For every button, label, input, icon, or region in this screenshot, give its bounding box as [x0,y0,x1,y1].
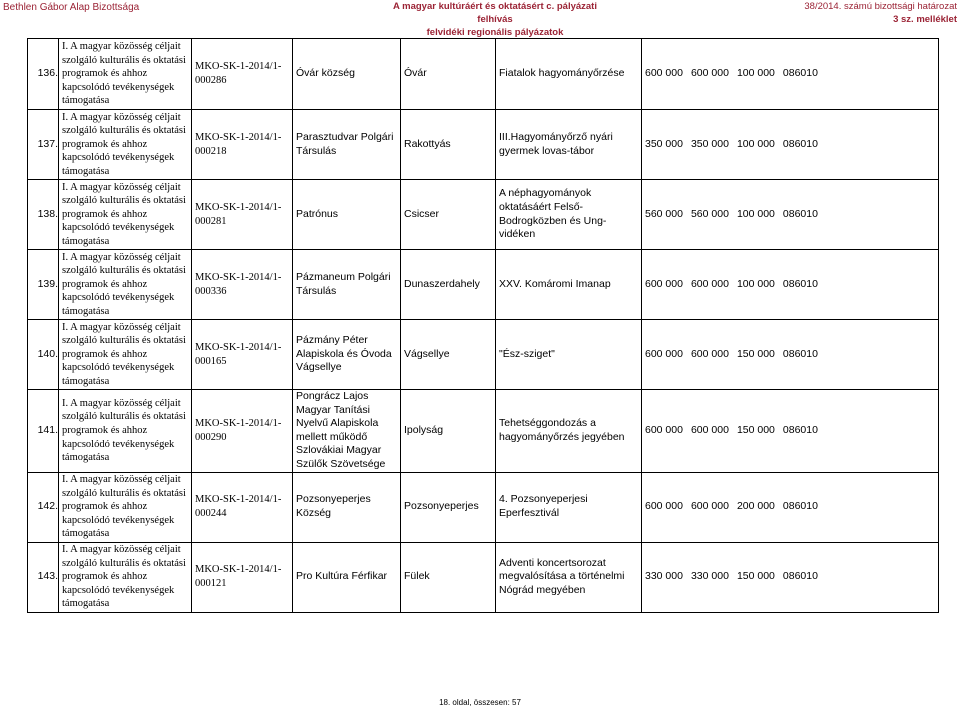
project-title: XXV. Komáromi Imanap [496,250,642,320]
row-number: 138. [28,180,59,250]
program-name [59,390,192,473]
application-code-line: MKO-SK-1-2014/1- [195,271,282,283]
program-name-line: szolgáló kulturális és oktatási [62,265,186,277]
requested-amount: 350 000 [645,137,683,150]
program-name [59,250,192,320]
program-name-line: kapcsolódó tevékenységek [62,152,175,164]
header-call-title-line2: felvidéki regionális pályázatok [426,27,564,38]
page-header [0,0,960,38]
applicant-name: Pozsonyeperjes Község [293,472,401,542]
amounts [642,110,939,180]
row-number: 143. [28,542,59,612]
application-code [192,250,293,320]
grant-table [27,38,939,613]
budget-code: 086010 [782,67,818,80]
application-code-line: 000286 [195,75,227,86]
program-name-line: kapcsolódó tevékenységek [62,362,175,374]
application-code-line: 000244 [195,508,227,520]
applicant-name: Patrónus [293,180,401,250]
project-title: III.Hagyományőrző nyári gyermek lovas-tábor [496,110,642,180]
row-number: 137. [28,110,59,180]
program-name-line: kapcsolódó tevékenységek [62,222,175,234]
program-name-line: I. A magyar közösség céljait [62,111,181,123]
location: Rakottyás [401,110,496,180]
header-organization: Bethlen Gábor Alap Bizottsága [3,2,140,13]
program-name-line: kapcsolódó tevékenységek [62,292,175,304]
location: Óvár [401,39,496,110]
budget-code: 086010 [782,570,818,583]
budget-code: 086010 [782,347,818,360]
program-name-line: támogatása [62,452,110,464]
header-call-title-line1: A magyar kultúráért és oktatásért c. pályázati felhívás [393,1,597,25]
table-row [28,110,939,180]
program-name-line: programok és ahhoz [62,138,148,150]
granted-amount: 100 000 [736,137,775,150]
eligible-amount: 600 000 [690,423,729,436]
granted-amount: 150 000 [736,570,775,583]
program-name-line: támogatása [62,305,110,317]
application-code-line: MKO-SK-1-2014/1- [195,131,282,143]
budget-code: 086010 [782,277,818,290]
application-code-line: 000218 [195,145,227,157]
program-name-line: I. A magyar közösség céljait [62,251,181,263]
budget-code: 086010 [782,207,818,220]
application-code-line: MKO-SK-1-2014/1- [195,564,282,576]
application-code-line: 000165 [195,355,227,367]
application-code [192,180,293,250]
program-name-line: kapcsolódó tevékenységek [62,514,175,526]
program-name-line: szolgáló kulturális és oktatási [62,125,186,137]
granted-amount: 150 000 [736,347,775,360]
eligible-amount: 600 000 [690,347,729,360]
application-code-line: 000281 [195,215,227,227]
table-row [28,320,939,390]
application-code [192,110,293,180]
application-code [192,390,293,473]
program-name-line: kapcsolódó tevékenységek [62,584,175,596]
program-name-line: programok és ahhoz [62,208,148,220]
table-row [28,250,939,320]
applicant-name: Pázmaneum Polgári Társulás [293,250,401,320]
applicant-name: Pro Kultúra Férfikar [293,542,401,612]
location: Pozsonyeperjes [401,472,496,542]
program-name-line: I. A magyar közösség céljait [62,321,181,333]
table-row [28,542,939,612]
program-name-line: programok és ahhoz [62,424,148,436]
application-code-line: MKO-SK-1-2014/1- [195,341,282,353]
program-name-line: I. A magyar közösség céljait [62,397,181,409]
program-name-line: I. A magyar közösség céljait [62,181,181,193]
amounts [642,472,939,542]
program-name-line: szolgáló kulturális és oktatási [62,487,186,499]
application-code [192,542,293,612]
program-name-line: I. A magyar közösség céljait [62,474,181,486]
application-code-line: MKO-SK-1-2014/1- [195,61,282,73]
amounts [642,180,939,250]
applicant-name: Parasztudvar Polgári Társulás [293,110,401,180]
program-name-line: kapcsolódó tevékenységek [62,81,175,93]
header-annex: 3 sz. melléklet [893,14,957,25]
program-name-line: támogatása [62,165,110,177]
location: Dunaszerdahely [401,250,496,320]
program-name-line: szolgáló kulturális és oktatási [62,557,186,569]
applicant-name: Óvár község [293,39,401,110]
program-name-line: programok és ahhoz [62,571,148,583]
budget-code: 086010 [782,423,818,436]
location: Fülek [401,542,496,612]
application-code-line: 000336 [195,285,227,297]
granted-amount: 100 000 [736,67,775,80]
eligible-amount: 330 000 [690,570,729,583]
requested-amount: 600 000 [645,423,683,436]
row-number: 141. [28,390,59,473]
requested-amount: 600 000 [645,277,683,290]
program-name-line: támogatása [62,235,110,247]
table-row [28,390,939,473]
page-footer: 18. oldal, összesen: 57 [439,698,521,707]
row-number: 140. [28,320,59,390]
program-name-line: támogatása [62,528,110,540]
program-name [59,180,192,250]
granted-amount: 200 000 [736,500,775,513]
granted-amount: 100 000 [736,207,775,220]
project-title: 4. Pozsonyeperjesi Eperfesztivál [496,472,642,542]
eligible-amount: 600 000 [690,67,729,80]
requested-amount: 600 000 [645,347,683,360]
eligible-amount: 600 000 [690,277,729,290]
project-title: "Ész-sziget" [496,320,642,390]
application-code [192,320,293,390]
project-title: Adventi koncertsorozat megvalósítása a történelmi Nógrád megyében [496,542,642,612]
budget-code: 086010 [782,137,818,150]
program-name-line: programok és ahhoz [62,68,148,80]
amounts [642,542,939,612]
amounts [642,39,939,110]
program-name-line: programok és ahhoz [62,348,148,360]
granted-amount: 150 000 [736,423,775,436]
program-name [59,542,192,612]
header-call-title [380,0,610,39]
program-name [59,110,192,180]
eligible-amount: 350 000 [690,137,729,150]
program-name [59,39,192,110]
row-number: 136. [28,39,59,110]
amounts [642,390,939,473]
header-resolution-line1: 38/2014. számú bizottsági határozat [804,1,957,12]
application-code-line: 000290 [195,431,227,443]
table-row [28,472,939,542]
requested-amount: 330 000 [645,570,683,583]
program-name [59,320,192,390]
program-name-line: szolgáló kulturális és oktatási [62,411,186,423]
applicant-name: Pongrácz Lajos Magyar Tanítási Nyelvű Alapiskola mellett működő Szlovákiai Magyar Szülők Szövetsége [293,390,401,473]
applicant-name: Pázmány Péter Alapiskola és Óvoda Vágsellye [293,320,401,390]
application-code-line: MKO-SK-1-2014/1- [195,201,282,213]
program-name-line: programok és ahhoz [62,501,148,513]
application-code-line: MKO-SK-1-2014/1- [195,494,282,506]
table-row [28,39,939,110]
budget-code: 086010 [782,500,818,513]
application-code [192,472,293,542]
eligible-amount: 560 000 [690,207,729,220]
program-name-line: szolgáló kulturális és oktatási [62,54,186,66]
eligible-amount: 600 000 [690,500,729,513]
location: Vágsellye [401,320,496,390]
location: Ipolyság [401,390,496,473]
requested-amount: 600 000 [645,67,683,80]
program-name-line: támogatása [62,375,110,387]
program-name [59,472,192,542]
requested-amount: 560 000 [645,207,683,220]
program-name-line: szolgáló kulturális és oktatási [62,195,186,207]
program-name-line: kapcsolódó tevékenységek [62,438,175,450]
application-code-line: MKO-SK-1-2014/1- [195,418,282,430]
application-code-line: 000121 [195,578,227,590]
program-name-line: támogatása [62,598,110,610]
table-row [28,180,939,250]
amounts [642,320,939,390]
program-name-line: I. A magyar közösség céljait [62,41,181,53]
program-name-line: programok és ahhoz [62,278,148,290]
header-resolution [804,0,957,26]
row-number: 142. [28,472,59,542]
amounts [642,250,939,320]
project-title: Tehetséggondozás a hagyományőrzés jegyében [496,390,642,473]
application-code [192,39,293,110]
program-name-line: támogatása [62,95,110,107]
program-name-line: szolgáló kulturális és oktatási [62,335,186,347]
row-number: 139. [28,250,59,320]
requested-amount: 600 000 [645,500,683,513]
program-name-line: I. A magyar közösség céljait [62,544,181,556]
project-title: Fiatalok hagyományőrzése [496,39,642,110]
location: Csicser [401,180,496,250]
granted-amount: 100 000 [736,277,775,290]
project-title: A néphagyományok oktatásáért Felső-Bodrogközben és Ung-vidéken [496,180,642,250]
